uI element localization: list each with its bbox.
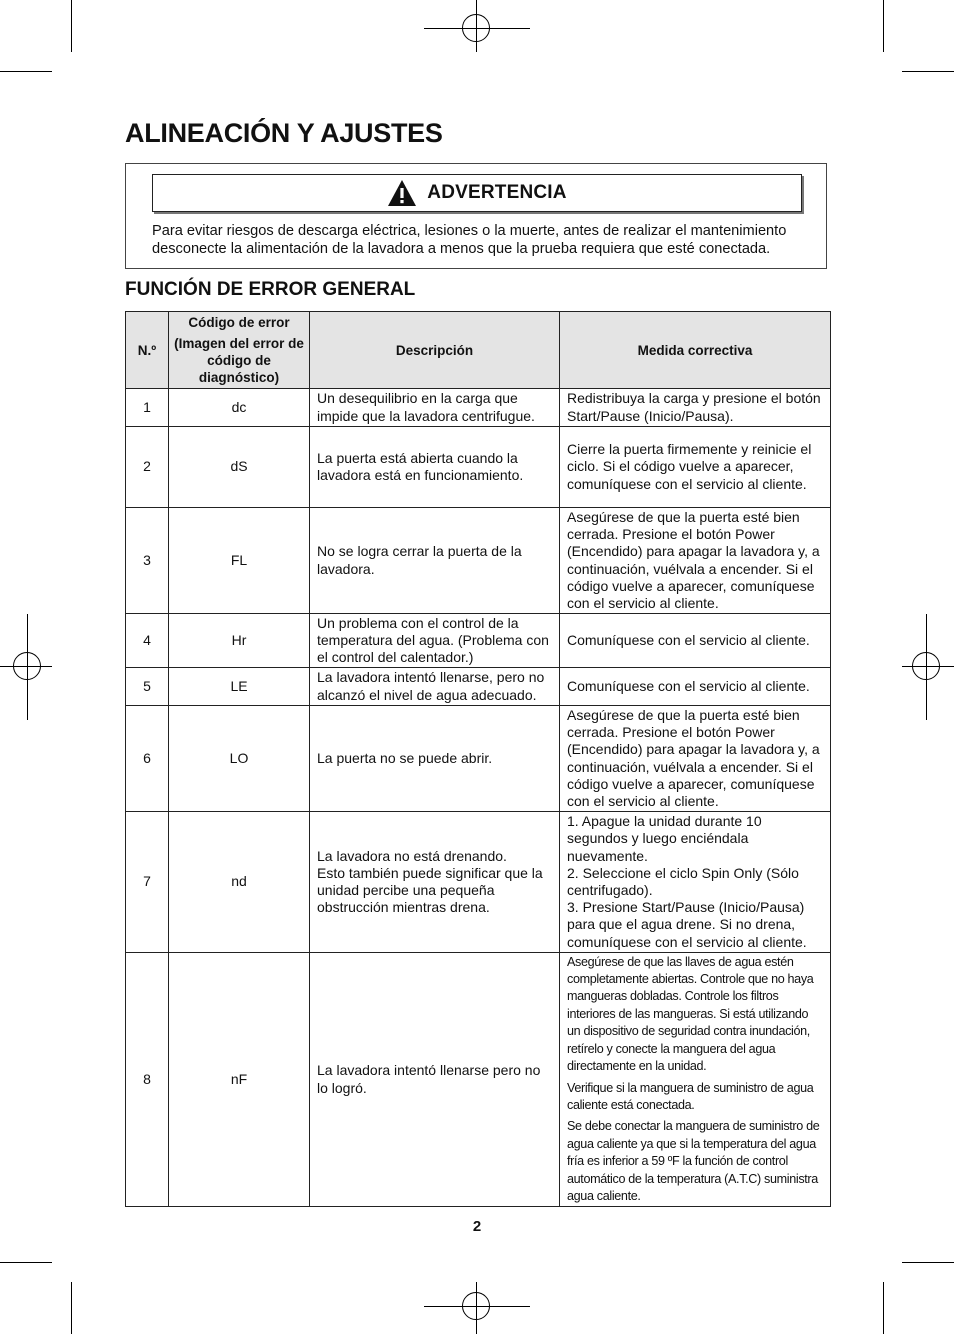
cell-number: 6 (126, 706, 169, 812)
registration-mark (13, 652, 41, 680)
cell-number: 4 (126, 614, 169, 668)
table-row (126, 508, 831, 614)
warning-title: ADVERTENCIA (427, 182, 567, 203)
action-step: 3. Presione Start/Pause (Inicio/Pausa) para que el agua drene. Si no drena, comuníquese con el servicio al cliente. (567, 899, 807, 950)
cell-code: dS (169, 427, 310, 508)
cell-description: Un problema con el control de la temperatura del agua. (Problema con el control del calentador.) (310, 614, 560, 668)
cell-number: 7 (126, 812, 169, 953)
header-code-label: Código de error (188, 315, 290, 330)
warning-text: Para evitar riesgos de descarga eléctrica, lesiones o la muerte, antes de realizar el mantenimiento desconecte la alimentación de la lavadora a menos que la prueba requiera que esté conectada. (152, 223, 787, 257)
header-code (169, 312, 310, 389)
registration-mark (912, 652, 940, 680)
cell-number: 2 (126, 427, 169, 508)
description-line: Esto también puede significar que la unidad percibe una pequeña obstrucción mientras drena. (317, 864, 543, 916)
registration-mark (462, 14, 490, 42)
cell-number: 8 (126, 953, 169, 1207)
registration-mark (462, 1292, 490, 1320)
cell-description: La lavadora intentó llenarse pero no lo logró. (310, 953, 560, 1207)
cell-number: 5 (126, 668, 169, 706)
table-row (126, 389, 831, 427)
cell-description (310, 812, 560, 953)
description-line: La lavadora no está drenando. (317, 847, 507, 864)
cell-action: Cierre la puerta firmemente y reinicie el ciclo. Si el código vuelve a aparecer, comuníquese con el servicio al cliente. (560, 427, 831, 508)
error-code-table (125, 311, 831, 1207)
action-step: 1. Apague la unidad durante 10 segundos y luego enciéndala nuevamente. (567, 813, 762, 864)
crop-mark (902, 1262, 954, 1263)
cell-action: Comuníquese con el servicio al cliente. (560, 614, 831, 668)
action-step: 2. Seleccione el ciclo Spin Only (Sólo centrifugado). (567, 864, 799, 898)
crop-mark (883, 0, 884, 52)
cell-number: 3 (126, 508, 169, 614)
cell-code: Hr (169, 614, 310, 668)
cell-action: Redistribuya la carga y presione el botón Start/Pause (Inicio/Pausa). (560, 389, 831, 427)
crop-mark (902, 71, 954, 72)
warning-triangle-icon (387, 179, 417, 207)
header-number: N.º (126, 312, 169, 389)
cell-action: Comuníquese con el servicio al cliente. (560, 668, 831, 706)
table-row (126, 614, 831, 668)
warning-header (152, 174, 802, 212)
cell-code: nd (169, 812, 310, 953)
table-row (126, 427, 831, 508)
table-row (126, 953, 831, 1207)
crop-mark (883, 1282, 884, 1334)
cell-number: 1 (126, 389, 169, 427)
cell-code: FL (169, 508, 310, 614)
cell-description: No se logra cerrar la puerta de la lavadora. (310, 508, 560, 614)
crop-mark (71, 1282, 72, 1334)
crop-mark (0, 71, 52, 72)
header-code-sublabel: (Imagen del error de código de diagnóstico) (174, 336, 304, 385)
action-paragraph: Se debe conectar la manguera de suministro de agua caliente ya que si la temperatura del agua fría es inferior a 59 ºF la función de control automático de la temperatura (A.T.C) suministra agua caliente. (567, 1119, 820, 1203)
cell-code: LO (169, 706, 310, 812)
warning-box (125, 163, 827, 269)
table-row (126, 668, 831, 706)
table-row (126, 812, 831, 953)
action-paragraph: Verifique si la manguera de suministro de agua caliente está conectada. (567, 1080, 814, 1112)
section-title: FUNCIÓN DE ERROR GENERAL (125, 279, 416, 300)
page-title: ALINEACIÓN Y AJUSTES (125, 118, 443, 148)
table-row (126, 706, 831, 812)
page-number: 2 (472, 1218, 482, 1235)
header-description: Descripción (310, 312, 560, 389)
action-paragraph: Asegúrese de que las llaves de agua estén completamente abiertas. Controle que no haya mangueras dobladas. Controle los filtros interiores de las mangueras. Si está utilizando un dispositivo de seguridad contra inundación, retírelo y conecte la manguera del agua directamente en la unidad. (567, 954, 814, 1074)
crop-mark (71, 0, 72, 52)
cell-code: dc (169, 389, 310, 427)
header-action: Medida correctiva (560, 312, 831, 389)
cell-description: Un desequilibrio en la carga que impide que la lavadora centrifugue. (310, 389, 560, 427)
table-header-row (126, 312, 831, 389)
cell-code: nF (169, 953, 310, 1207)
cell-description: La puerta está abierta cuando la lavadora está en funcionamiento. (310, 427, 560, 508)
cell-code: LE (169, 668, 310, 706)
crop-mark (0, 1262, 52, 1263)
cell-description: La lavadora intentó llenarse, pero no alcanzó el nivel de agua adecuado. (310, 668, 560, 706)
cell-action: Asegúrese de que la puerta esté bien cerrada. Presione el botón Power (Encendido) para apagar la lavadora y, a continuación, vuélvala a encender. Si el código vuelve a aparecer, comuníquese con el servicio al cliente. (560, 508, 831, 614)
cell-action: Asegúrese de que la puerta esté bien cerrada. Presione el botón Power (Encendido) para apagar la lavadora y, a continuación, vuélvala a encender. Si el código vuelve a aparecer, comuníquese con el servicio al cliente. (560, 706, 831, 812)
cell-action (560, 953, 831, 1207)
cell-action (560, 812, 831, 953)
cell-description: La puerta no se puede abrir. (310, 706, 560, 812)
